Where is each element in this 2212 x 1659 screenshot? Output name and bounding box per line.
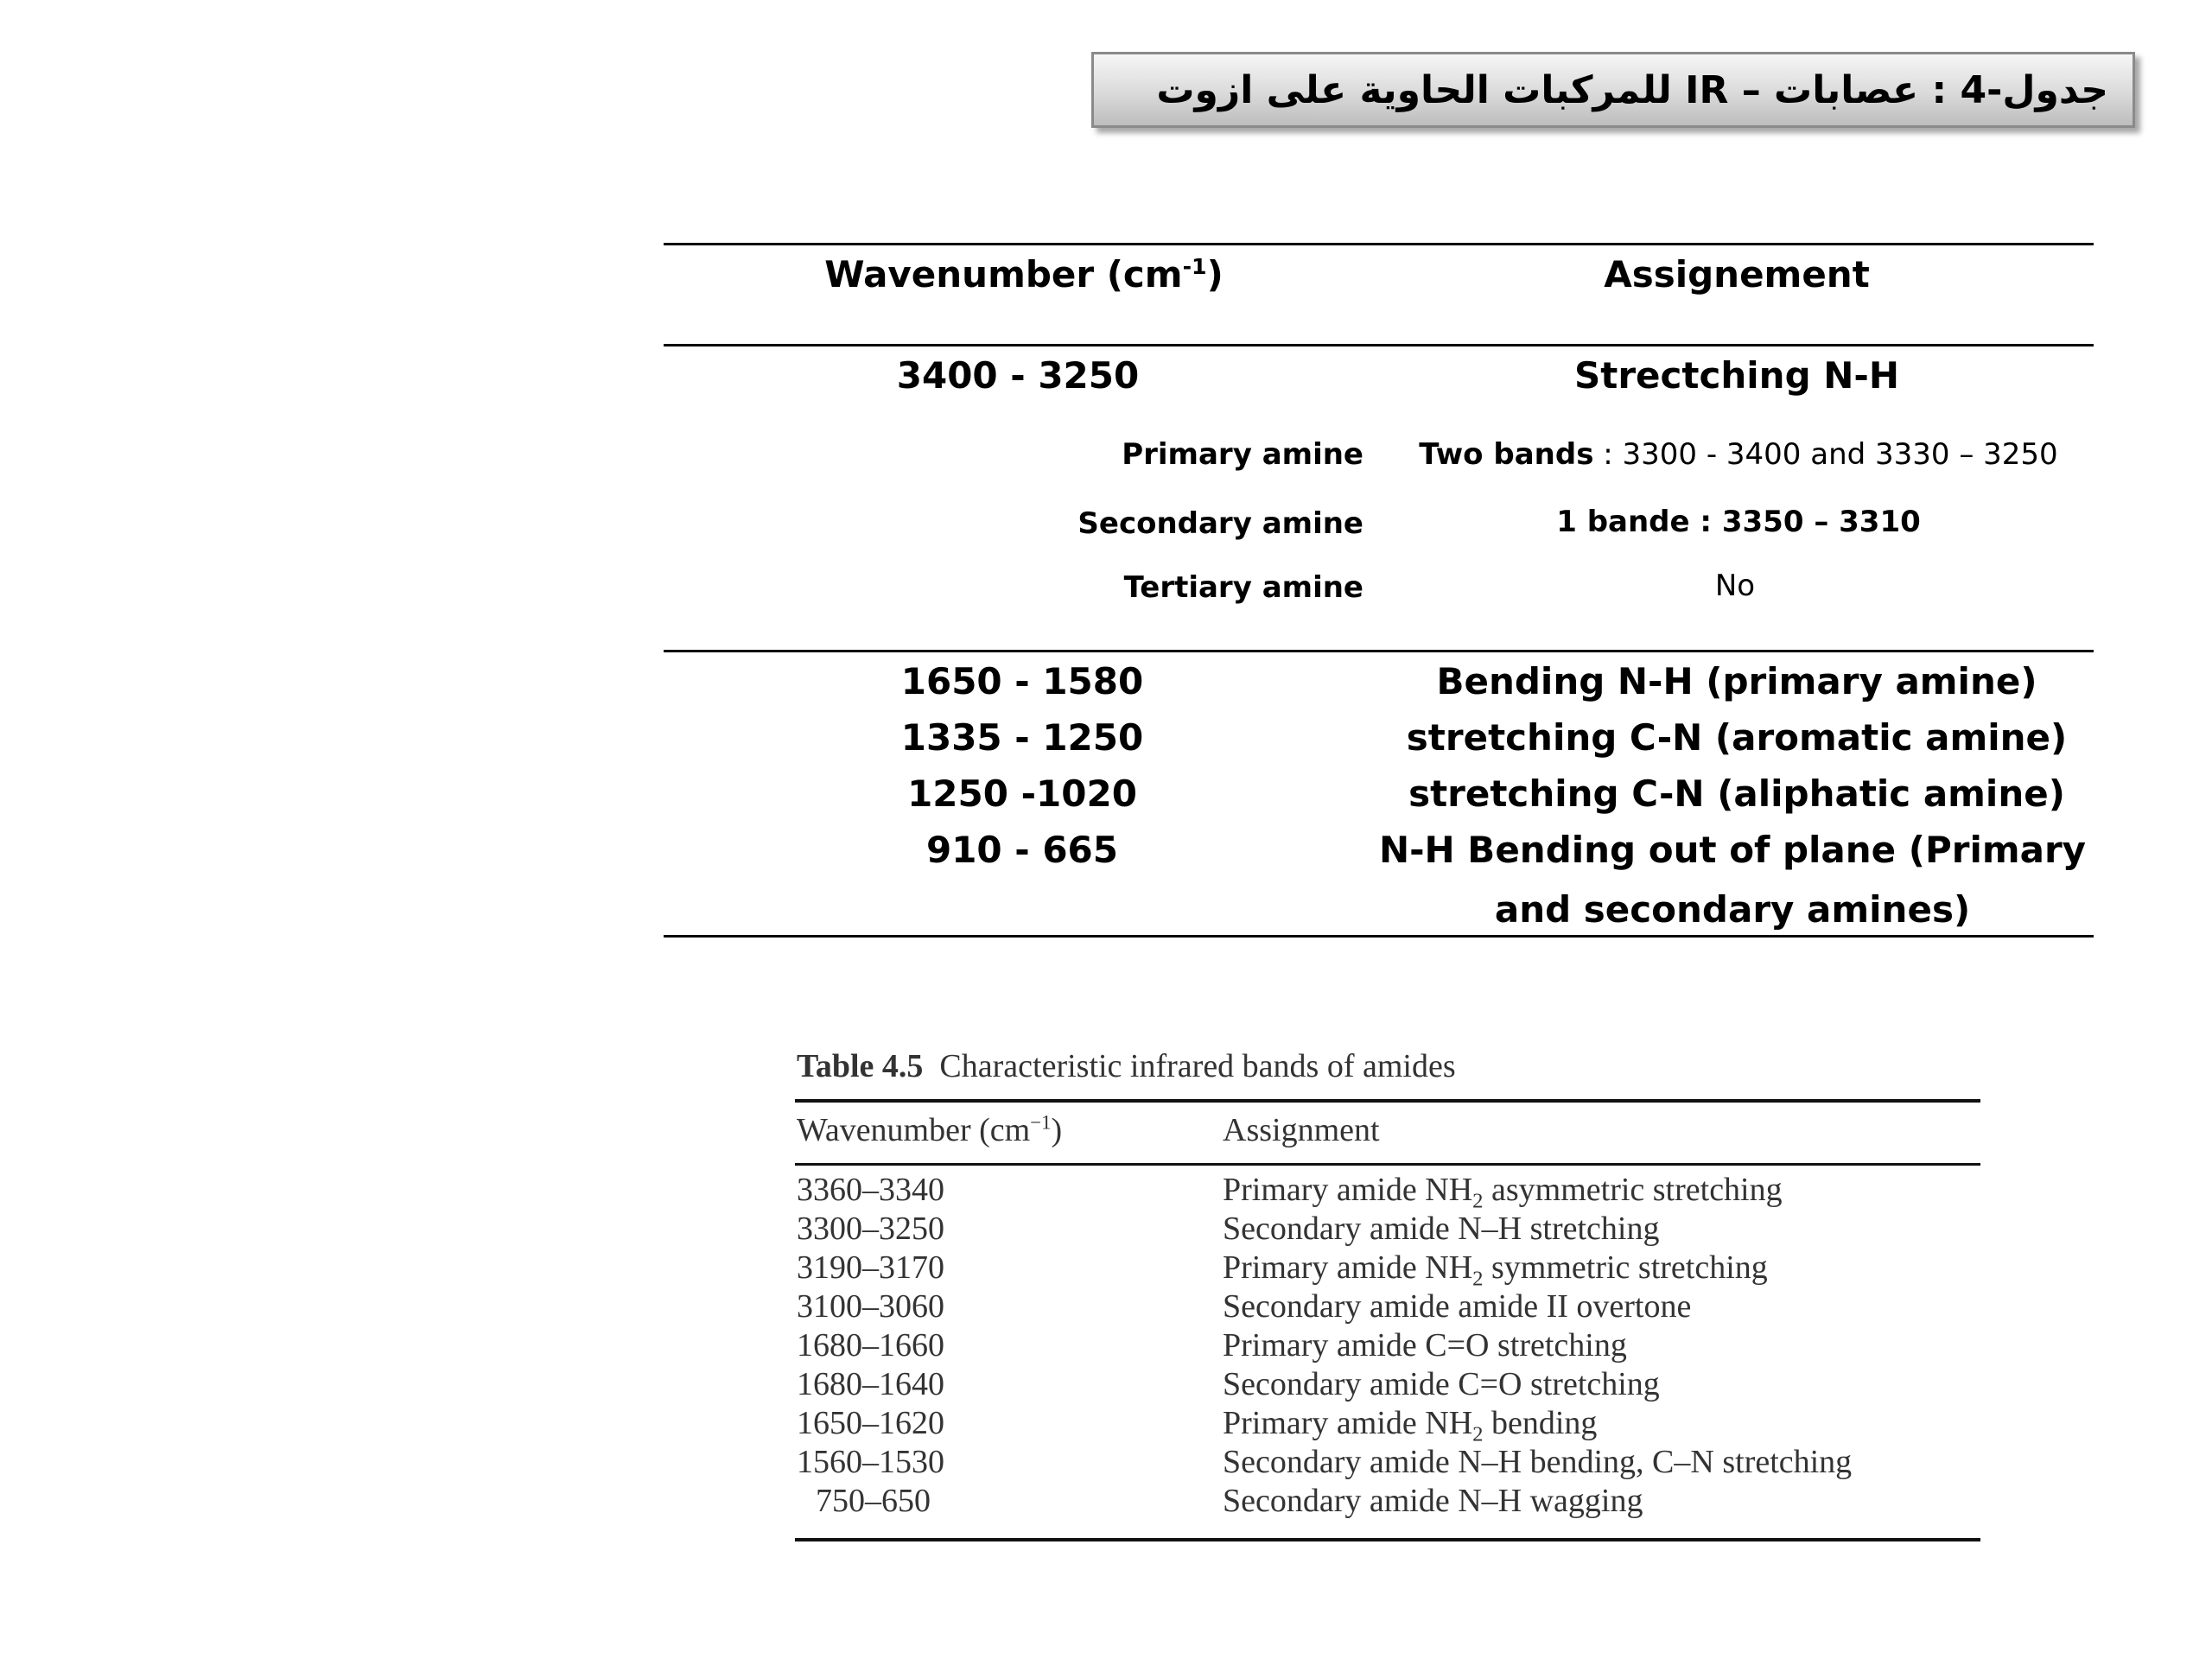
amide-row-wavenumber: 3300–3250 <box>797 1211 944 1247</box>
amide-row <box>797 1249 1980 1291</box>
amine-row-assignment: stretching C-N (aromatic amine) <box>1406 716 2068 759</box>
amide-table-bottom-rule <box>795 1538 1980 1541</box>
amide-row <box>797 1365 1980 1404</box>
amide-header-rule <box>795 1163 1980 1166</box>
amide-row-assignment-text: Primary amide NH <box>1223 1249 1473 1286</box>
amide-row-assignment-text-end: asymmetric stretching <box>1483 1172 1783 1208</box>
amine-header-rule <box>664 344 2094 346</box>
amine-header-wavenumber-text: Wavenumber (cm <box>824 253 1183 296</box>
amide-row-assignment-sub: 2 <box>1472 1422 1484 1446</box>
amine-header-wavenumber <box>824 253 1224 296</box>
amine-row-assignment-continuation: and secondary amines) <box>1494 888 1971 931</box>
amide-row <box>797 1210 1980 1249</box>
amine-header-wavenumber-sup: -1 <box>1182 254 1207 279</box>
amide-row-assignment <box>1223 1326 1627 1364</box>
amide-row <box>797 1326 1980 1365</box>
secondary-amine-value <box>1556 505 1921 539</box>
amide-table-top-rule <box>795 1099 1980 1103</box>
amide-row-wavenumber: 1680–1640 <box>797 1366 944 1402</box>
amide-row-wavenumber: 1680–1660 <box>797 1327 944 1363</box>
amide-caption-label: Table 4.5 <box>797 1048 924 1084</box>
amide-row <box>797 1404 1980 1446</box>
amide-row-wavenumber: 1560–1530 <box>797 1444 944 1480</box>
amine-table-bottom-rule <box>664 935 2094 938</box>
amide-caption-text: Characteristic infrared bands of amides <box>939 1048 1456 1084</box>
amide-row-assignment <box>1223 1443 1852 1481</box>
amide-row-assignment-text: Primary amide C=O stretching <box>1223 1327 1627 1363</box>
amine-header-wavenumber-close: ) <box>1206 253 1224 296</box>
amide-row-assignment-sub: 2 <box>1472 1189 1484 1213</box>
amine-row-assignment: Bending N-H (primary amine) <box>1436 660 2037 702</box>
amide-row-assignment-text: Secondary amide amide II overtone <box>1223 1288 1692 1325</box>
nh-stretch-range: 3400 - 3250 <box>896 354 1140 397</box>
secondary-amine-value-bold: 1 bande : 3350 – 3310 <box>1556 505 1921 539</box>
amide-row-wavenumber: 1650–1620 <box>797 1405 944 1441</box>
amide-row <box>797 1443 1980 1482</box>
amine-row-assignment: stretching C-N (aliphatic amine) <box>1408 772 2065 815</box>
amide-row-assignment-text: Primary amide NH <box>1223 1405 1473 1441</box>
primary-amine-value-bold: Two bands <box>1419 437 1594 472</box>
amide-row-assignment <box>1223 1249 1768 1291</box>
amide-header-wavenumber-close: ) <box>1051 1112 1063 1148</box>
amide-row-wavenumber: 3100–3060 <box>797 1288 944 1325</box>
amide-row-assignment <box>1223 1365 1660 1403</box>
page-title: جدول-4 : عصابات – IR للمركبات الحاوية على ازوت <box>1091 52 2135 128</box>
amide-row-assignment-text-end: bending <box>1483 1405 1598 1441</box>
amide-row <box>797 1482 1980 1521</box>
tertiary-amine-value-rest: No <box>1714 569 1756 603</box>
amide-row <box>797 1287 1980 1326</box>
amide-table-caption <box>797 1047 1456 1085</box>
amide-row-assignment <box>1223 1404 1598 1446</box>
primary-amine-value-rest: : 3300 - 3400 and 3330 – 3250 <box>1593 437 2058 472</box>
amine-section-rule <box>664 650 2094 652</box>
nh-stretch-assignment: Strectching N-H <box>1573 354 1900 397</box>
amide-row-assignment-text: Secondary amide N–H wagging <box>1223 1483 1643 1519</box>
amide-row-wavenumber: 3190–3170 <box>797 1249 944 1286</box>
amine-row-range: 910 - 665 <box>925 829 1119 871</box>
amide-header-wavenumber-text: Wavenumber (cm <box>797 1112 1031 1148</box>
amide-table-body <box>797 1171 1980 1521</box>
amide-row-assignment-text-end: symmetric stretching <box>1483 1249 1768 1286</box>
amide-row-assignment <box>1223 1171 1783 1213</box>
secondary-amine-label: Secondary amine <box>1077 506 1363 541</box>
amine-row-range: 1335 - 1250 <box>900 716 1144 759</box>
amide-row-assignment <box>1223 1482 1643 1520</box>
amide-row-assignment-text: Secondary amide C=O stretching <box>1223 1366 1660 1402</box>
amide-row-assignment <box>1223 1210 1659 1248</box>
amide-row-wavenumber: 750–650 <box>816 1483 931 1519</box>
tertiary-amine-value <box>1715 569 1755 603</box>
primary-amine-label: Primary amine <box>1122 437 1363 472</box>
amine-table-top-rule <box>664 243 2094 245</box>
amide-row <box>797 1171 1980 1213</box>
amide-header-wavenumber <box>797 1111 1062 1149</box>
primary-amine-value <box>1419 437 2057 472</box>
amide-header-wavenumber-sup: −1 <box>1030 1111 1052 1134</box>
amide-row-assignment-text: Secondary amide N–H bending, C–N stretching <box>1223 1444 1853 1480</box>
amide-row-wavenumber: 3360–3340 <box>797 1172 944 1208</box>
amide-row-assignment-sub: 2 <box>1472 1267 1484 1291</box>
amide-row-assignment <box>1223 1287 1691 1325</box>
amine-header-assignment: Assignement <box>1604 253 1870 296</box>
amide-header-assignment: Assignment <box>1223 1112 1380 1148</box>
tertiary-amine-label: Tertiary amine <box>1123 570 1363 605</box>
amine-row-range: 1250 -1020 <box>907 772 1137 815</box>
amine-row-assignment: N-H Bending out of plane (Primary <box>1378 829 2087 871</box>
amide-row-assignment-text: Secondary amide N–H stretching <box>1223 1211 1660 1247</box>
amide-row-assignment-text: Primary amide NH <box>1223 1172 1473 1208</box>
amine-row-range: 1650 - 1580 <box>900 660 1144 702</box>
